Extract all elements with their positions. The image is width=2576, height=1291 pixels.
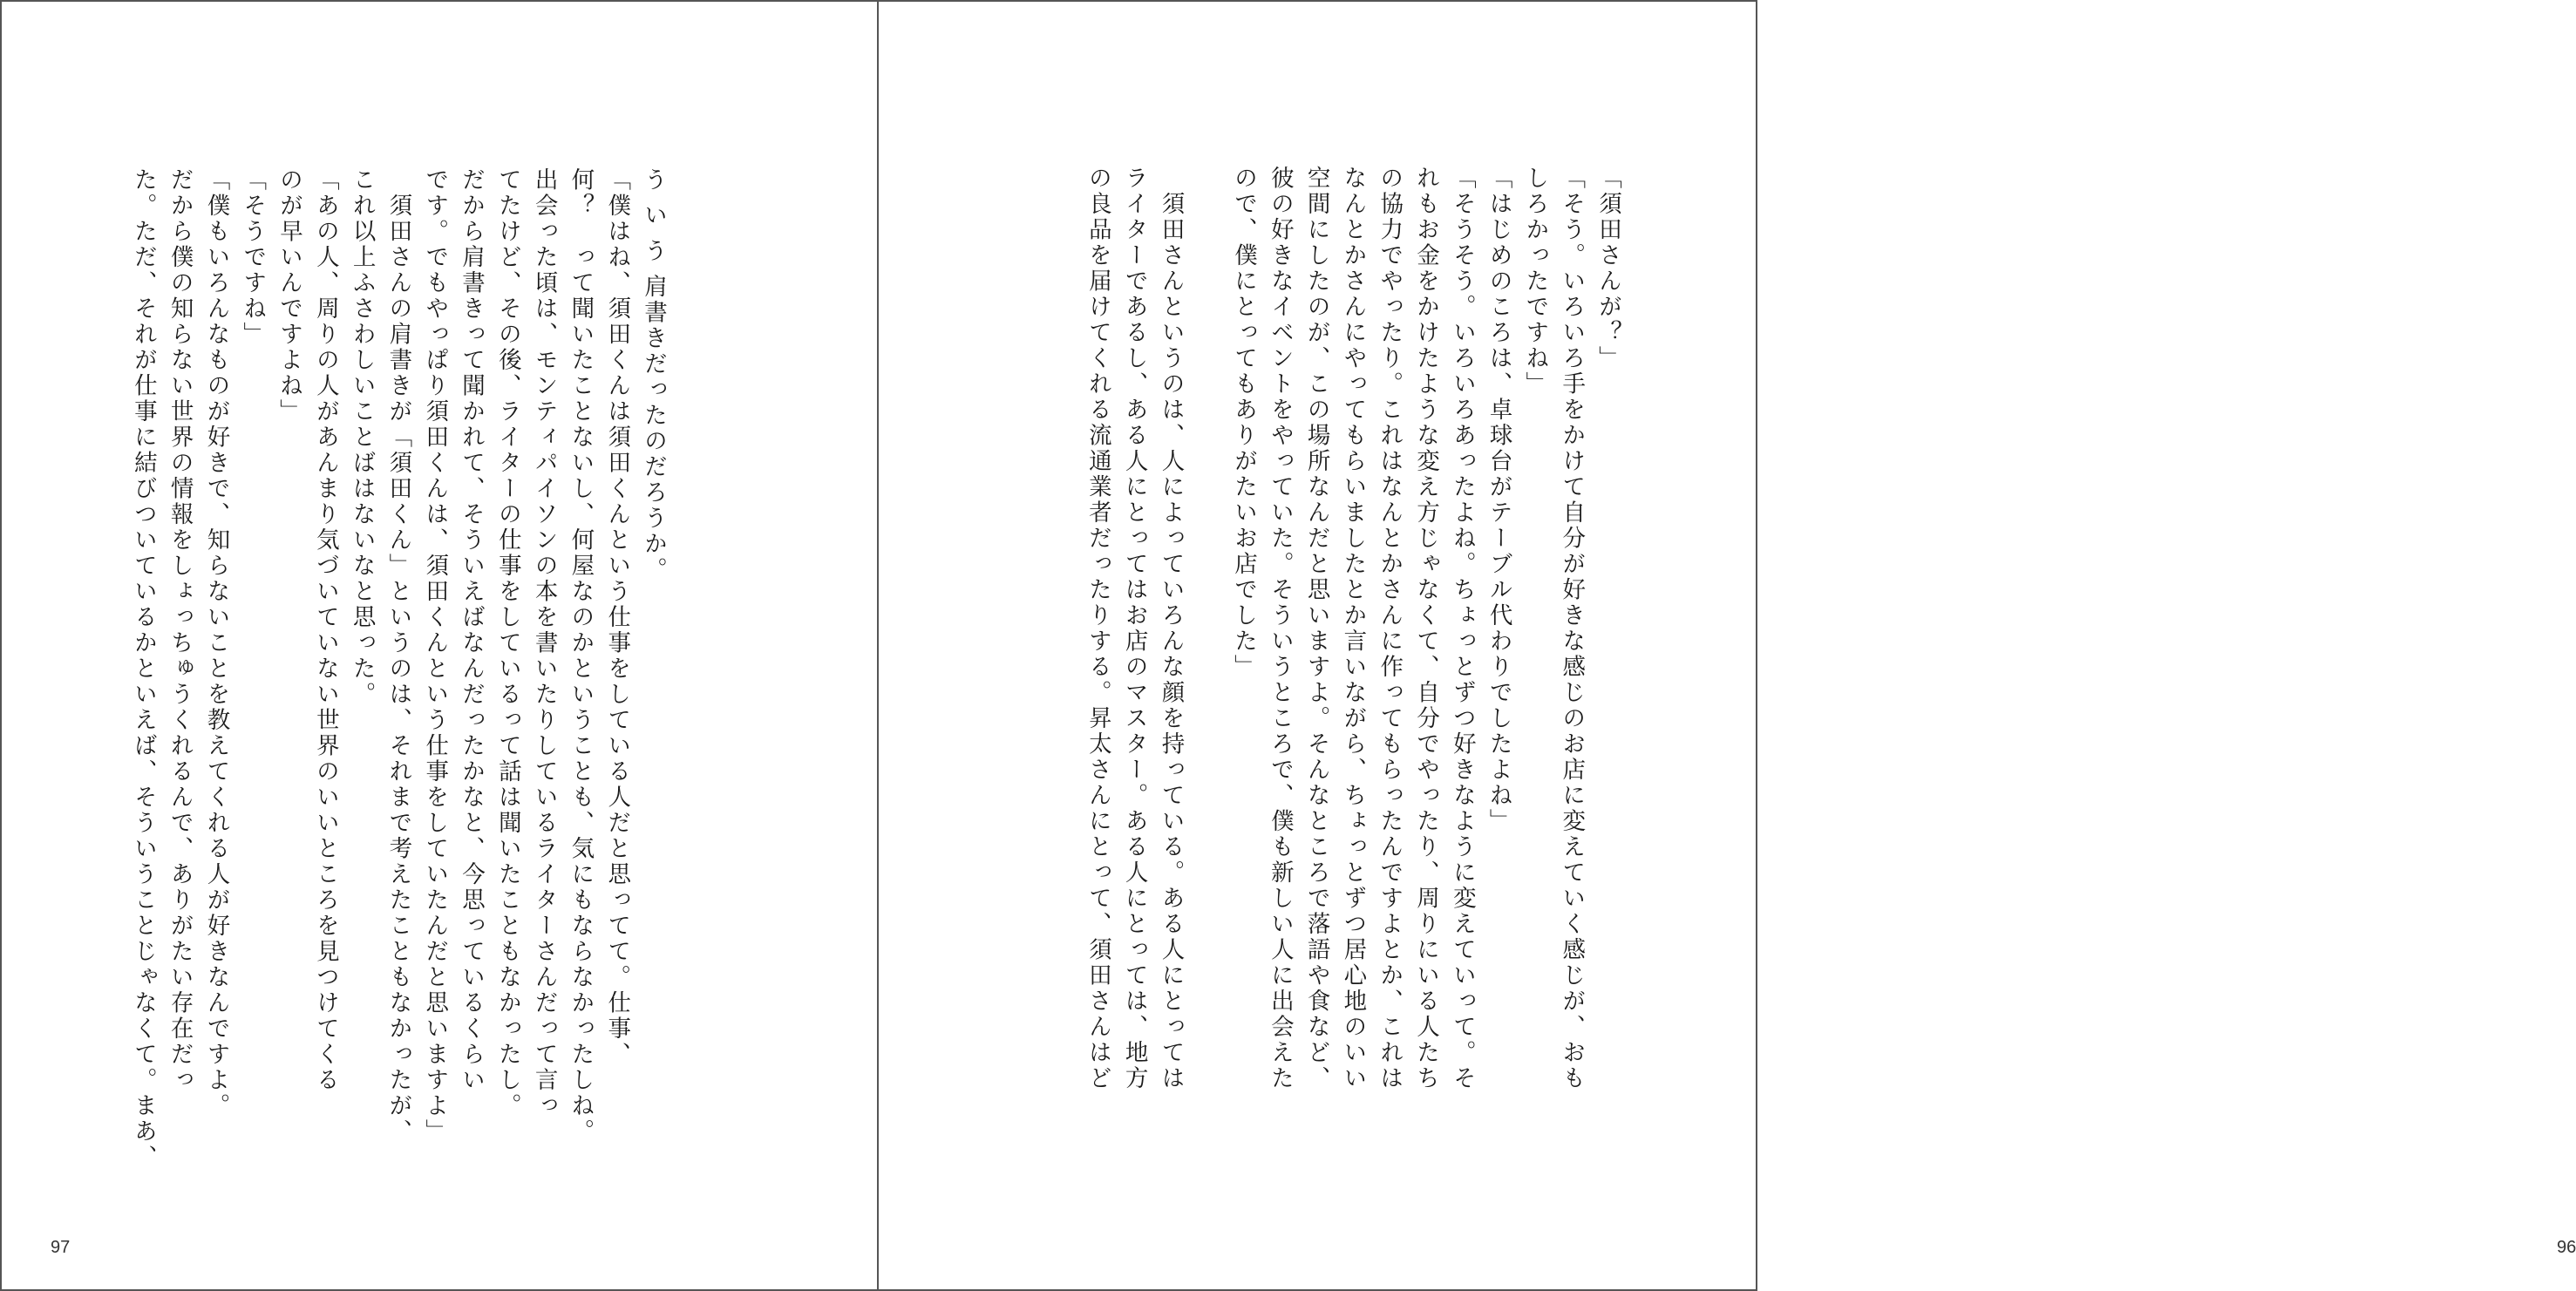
right-page-text — [1050, 166, 1626, 1090]
text-line: 「あの人、周りの人があんまり気づいていない世界のいいところを見つけてくる — [311, 167, 339, 1093]
text-line: 「そうそう。いろいろあったよね。ちょっとずつ好きなように変えていって。そ — [1448, 166, 1476, 1091]
text-line: 「僕もいろんなものが好きで、知らないことを教えてくれる人が好きなんですよ。 — [202, 167, 230, 1119]
text-line: だから肩書きって聞かれて、そういえばなんだったかなと、今思っているくらい — [458, 167, 486, 1093]
text-line: 須田さんの肩書きが「須田くん」というのは、それまで考えたこともなかったが、 — [384, 167, 412, 1145]
text-line: これ以上ふさわしいことばはないなと思った。 — [348, 167, 376, 708]
text-line: の協力でやったり。これはなんとかさんに作ってもらったんですよとか、これは — [1376, 166, 1404, 1091]
text-line: てたけど、その後、ライターの仕事をしているって話は聞いたこともなかったし。 — [493, 167, 521, 1119]
text-line: れもお金をかけたような変え方じゃなくて、自分でやったり、周りにいる人たち — [1412, 166, 1440, 1091]
text-line: う い う 肩書きだったのだろうか。 — [640, 167, 667, 583]
text-line: だから僕の知らない世界の情報をしょっちゅうくれるんで、ありがたい存在だっ — [166, 167, 194, 1093]
text-line: ので、僕にとってもありがたいお店でした」 — [1230, 166, 1258, 680]
text-line: しろかったですね」 — [1521, 166, 1549, 397]
text-line: ライターであるし、ある人にとってはお店のマスター。ある人にとっては、地方 — [1120, 166, 1148, 1091]
text-line: 出会った頃は、モンティパイソンの本を書いたりしているライターさんだって言っ — [530, 167, 558, 1119]
page-number-right: 96 — [2557, 1238, 2576, 1257]
text-line: のが早いんですよね」 — [275, 167, 303, 425]
left-page-text — [96, 167, 671, 1171]
text-line: 何？ って聞いたことないし、何屋なのかということも、気にもならなかったしね。 — [567, 167, 595, 1145]
text-line: 「須田さんが？」 — [1594, 166, 1621, 371]
text-line: 空間にしたのが、この場所なんだと思いますよ。そんなところで落語や食など、 — [1302, 166, 1330, 1091]
text-line: の良品を届けてくれる流通業者だったりする。昇太さんにとって、須田さんはど — [1084, 166, 1111, 1091]
text-line: 彼の好きなイベントをやっていた。そういうところで、僕も新しい人に出会えた — [1266, 166, 1294, 1091]
text-line: 「はじめのころは、卓球台がテーブル代わりでしたよね」 — [1485, 166, 1512, 834]
blank-line — [1188, 166, 1225, 1090]
text-line: 須田さんというのは、人によっていろんな顔を持っている。ある人にとっては — [1157, 166, 1185, 1091]
text-line: なんとかさんにやってもらいましたとか言いながら、ちょっとずつ居心地のいい — [1339, 166, 1367, 1091]
text-line: 「そう。いろいろ手をかけて自分が好きな感じのお店に変えていく感じが、おも — [1558, 166, 1586, 1091]
text-line: 「僕はね、須田くんは須田くんという仕事をしている人だと思ってて。仕事、 — [603, 167, 631, 1068]
text-line: 「そうですね」 — [239, 167, 267, 348]
text-line: です。でもやっぱり須田くんは、須田くんという仕事をしていたんだと思いますよ」 — [421, 167, 449, 1145]
text-line: た。ただ、それが仕事に結びついているかといえば、そういうことじゃなくて。まあ、 — [129, 167, 157, 1171]
gutter-line — [877, 0, 879, 1291]
page-number-left: 97 — [51, 1238, 71, 1257]
left-page — [0, 0, 878, 1291]
